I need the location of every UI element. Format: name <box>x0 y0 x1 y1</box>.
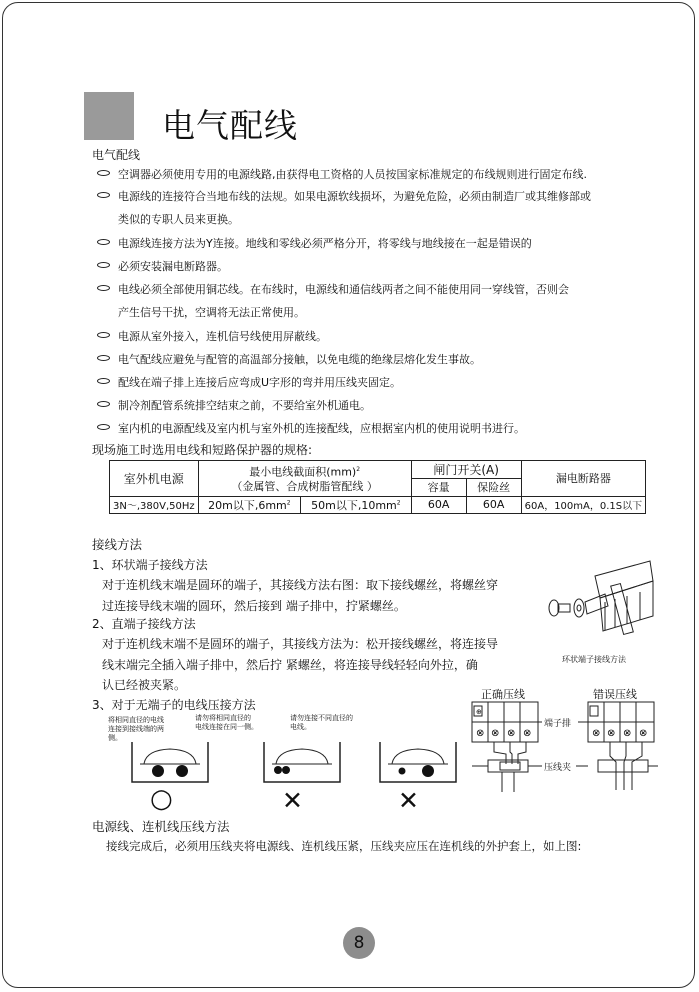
note-text: 产生信号干扰，空调将无法正常使用。 <box>118 306 305 319</box>
bullet-icon <box>97 262 110 268</box>
header-wire <box>198 461 411 497</box>
note-text: 配线在端子排上连接后应弯成U字形的弯并用压线夹固定。 <box>118 376 402 389</box>
header-fuse: 保险丝 <box>466 479 521 496</box>
small-note-line: 连接到接线端的两 <box>108 725 164 733</box>
header-breaker: 漏电断路器 <box>521 461 646 497</box>
item1-text: 对于连机线末端是圆环的端子，其接线方法右图：取下接线螺丝，将螺丝穿 <box>102 578 499 592</box>
page-number: 8 <box>343 927 375 959</box>
cell-breaker: 60A，100mA，0.1S以下 <box>521 496 646 513</box>
header-switch: 闸门开关(A) <box>411 461 521 479</box>
title-gray-block <box>84 92 134 140</box>
cell-capacity: 60A <box>411 496 466 513</box>
svg-text:⊗: ⊗ <box>476 728 485 739</box>
small-note-line: 请勿将相同直径的 <box>195 714 251 722</box>
header-power: 室外机电源 <box>110 461 199 497</box>
note-text: 电气配线应避免与配管的高温部分接触，以免电缆的绝缘层熔化发生事故。 <box>118 353 481 366</box>
wrong-mark-icon: ✕ <box>398 786 419 815</box>
cell-wire1 <box>198 496 300 513</box>
ring-terminal-diagram <box>545 556 665 646</box>
bullet-icon <box>97 192 110 198</box>
bullet-icon <box>97 170 110 176</box>
ring-caption: 环状端子接线方法 <box>562 655 626 664</box>
item2-text: 对于连机线末端不是圆环的端子，其接线方法为：松开接线螺丝，将连接导 <box>102 637 499 651</box>
item1-title: 1、环状端子接线方法 <box>92 558 208 572</box>
small-note-line: 电线。 <box>290 723 311 731</box>
section-label: 电气配线 <box>92 148 141 162</box>
small-note-2 <box>195 714 258 732</box>
item1-text: 过连接导线末端的圆环，然后接到 端子排中，拧紧螺丝。 <box>102 599 406 613</box>
item2-text: 线末端完全插入端子排中，然后拧 紧螺丝，将连接导线轻轻向外拉，确 <box>102 658 478 672</box>
clamp-text: 接线完成后，必须用压线夹将电源线、连机线压紧，压线夹应压在连机线的外护套上，如上图: <box>106 839 582 853</box>
item2-title: 2、直端子接线方法 <box>92 617 196 631</box>
item2-text: 认已经被夹紧。 <box>102 678 187 692</box>
note-text: 电源线的连接符合当地布线的法规。如果电源软线损坏，为避免危险，必须由制造厂或其维修部或 <box>118 190 591 203</box>
bullet-icon <box>97 401 110 407</box>
note-text: 电源线连接方法为Y连接。地线和零线必须严格分开，将零线与地线接在一起是错误的 <box>118 237 532 250</box>
bullet-icon <box>97 285 110 291</box>
bullet-icon <box>97 239 110 245</box>
svg-text:⊗: ⊗ <box>491 728 500 739</box>
clamp-heading: 电源线、连机线压线方法 <box>92 819 230 834</box>
svg-text:⊗: ⊗ <box>623 728 632 739</box>
bullet-icon <box>97 378 110 384</box>
correct-mark-icon: ○ <box>150 784 173 814</box>
small-note-1 <box>108 716 164 743</box>
spec-table <box>109 460 646 514</box>
clamp-label: 压线夹 <box>544 763 572 773</box>
note-text: 电线必须全部使用铜芯线。在布线时，电源线和通信线两者之间不能使用同一穿线管，否则会 <box>118 283 569 296</box>
small-note-line: 电线连接在同一侧。 <box>195 723 258 731</box>
cell-wire2 <box>301 496 412 513</box>
crimp-correct-diagram <box>130 740 210 785</box>
bullet-icon <box>97 355 110 361</box>
small-note-line: 侧。 <box>108 734 122 742</box>
page-title: 电气配线 <box>162 106 298 145</box>
header-wire-line2: （金属管、合成树脂管配线 ） <box>231 479 378 493</box>
note-text: 类似的专职人员来更换。 <box>118 213 239 226</box>
table-caption: 现场施工时选用电线和短路保护器的规格: <box>92 443 313 457</box>
svg-text:⊗: ⊗ <box>507 728 516 739</box>
cell-wire1-text: 20m以下,6mm <box>208 498 287 512</box>
header-capacity: 容量 <box>411 479 466 496</box>
bullet-icon <box>97 332 110 338</box>
bullet-icon <box>97 424 110 430</box>
small-note-3 <box>290 714 353 732</box>
header-wire-sup: 2 <box>356 466 361 473</box>
wrong-label: 错误压线 <box>593 688 637 701</box>
svg-text:⊗: ⊗ <box>639 728 648 739</box>
note-text: 空调器必须使用专用的电源线路,由获得电工资格的人员按国家标准规定的布线规则进行固定布线. <box>118 168 587 181</box>
cell-wire2-text: 50m以下,10mm <box>311 498 397 512</box>
correct-label: 正确压线 <box>481 688 525 701</box>
note-text: 室内机的电源配线及室内机与室外机的连接配线，应根据室内机的使用说明书进行。 <box>118 422 525 435</box>
svg-text:⊗: ⊗ <box>523 728 532 739</box>
svg-text:⊕: ⊕ <box>476 708 482 716</box>
cell-wire2-sup: 2 <box>396 499 401 506</box>
small-note-line: 将相同直径的电线 <box>108 716 164 724</box>
crimp-wrong-diagram-2 <box>378 740 458 785</box>
cell-fuse: 60A <box>466 496 521 513</box>
header-wire-line1: 最小电线截面积(mm) <box>249 465 357 479</box>
terminal-strip-diagram <box>470 700 660 800</box>
note-text: 制冷剂配管系统排空结束之前，不要给室外机通电。 <box>118 399 371 412</box>
cell-power: 3N～,380V,50Hz <box>110 496 199 513</box>
terminal-label: 端子排 <box>544 719 572 729</box>
crimp-wrong-diagram-1 <box>262 740 342 785</box>
wiring-heading: 接线方法 <box>92 537 143 552</box>
small-note-line: 请勿连接不同直径的 <box>290 714 353 722</box>
item3-title: 3、对于无端子的电线压接方法 <box>92 698 256 712</box>
note-text: 电源从室外接入，连机信号线使用屏蔽线。 <box>118 330 327 343</box>
svg-text:⊗: ⊗ <box>592 728 601 739</box>
note-text: 必须安装漏电断路器。 <box>118 260 228 273</box>
wrong-mark-icon: ✕ <box>282 786 303 815</box>
cell-wire1-sup: 2 <box>286 499 291 506</box>
svg-text:⊗: ⊗ <box>607 728 616 739</box>
